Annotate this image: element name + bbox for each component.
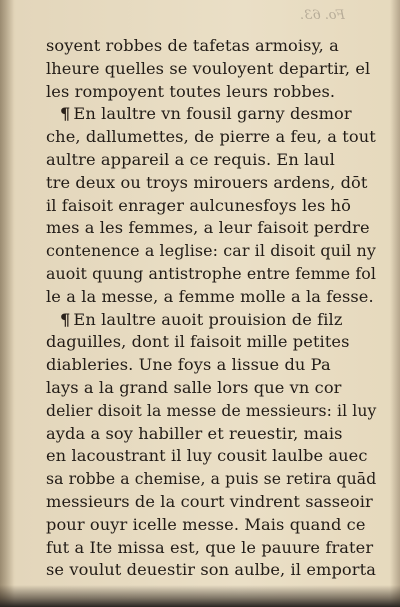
text-line: se voulut deuestir son aulbe, il emporta <box>46 560 376 580</box>
text-line: sa robbe a chemise, a puis se retira quād <box>46 469 377 489</box>
text-line: lheure quelles se vouloyent departir, el <box>46 58 371 78</box>
text-block <box>46 35 376 582</box>
text-line: soyent robbes de tafetas armoisy, a <box>46 36 339 55</box>
text-line: lays a la grand salle lors que vn cor <box>46 377 342 397</box>
page-edge-right <box>390 0 400 607</box>
text-line: en lacoustrant il luy cousit laulbe auec <box>46 446 368 466</box>
text-line: delier disoit la messe de messieurs: il luy <box>46 400 377 420</box>
paragraph-start <box>46 309 376 332</box>
text-line: En laultre vn fousil garny desmor <box>73 104 352 124</box>
text-line: il faisoit enrager aulcunesfoys les hō <box>46 195 351 215</box>
pilcrow-mark: ¶ <box>60 104 71 124</box>
text-line: che, dallumettes, de pierre a feu, a tout <box>46 127 376 147</box>
text-line: diableries. Une foys a lissue du Pa <box>46 355 331 375</box>
text-line: contenence a leglise: car il disoit quil ny <box>46 241 376 261</box>
text-line: ayda a soy habiller et reuestir, mais <box>46 423 343 443</box>
text-line: messieurs de la court vindrent sasseoir <box>46 491 373 511</box>
text-line: mes a les femmes, a leur faisoit perdre <box>46 218 370 238</box>
text-line: le a la messe, a femme molle a la fesse. <box>46 286 374 306</box>
paragraph-start <box>46 103 376 126</box>
pilcrow-mark: ¶ <box>60 309 71 329</box>
text-line: les rompoyent toutes leurs robbes. <box>46 81 336 101</box>
page-edge-bottom <box>0 585 400 607</box>
text-line: tre deux ou troys mirouers ardens, dōt <box>46 172 368 192</box>
text-line: En laultre auoit prouision de filz <box>73 309 343 329</box>
text-line: auoit quung antistrophe entre femme fol <box>46 263 377 283</box>
text-line: pour ouyr icelle messe. Mais quand ce <box>46 514 366 534</box>
folio-show-through: Fo. 63. <box>300 8 345 23</box>
text-line: daguilles, dont il faisoit mille petites <box>46 332 350 352</box>
gutter-shadow <box>0 0 14 607</box>
text-line: aultre appareil a ce requis. En laul <box>46 149 335 169</box>
text-line: fut a Ite missa est, que le pauure frater <box>46 537 374 557</box>
